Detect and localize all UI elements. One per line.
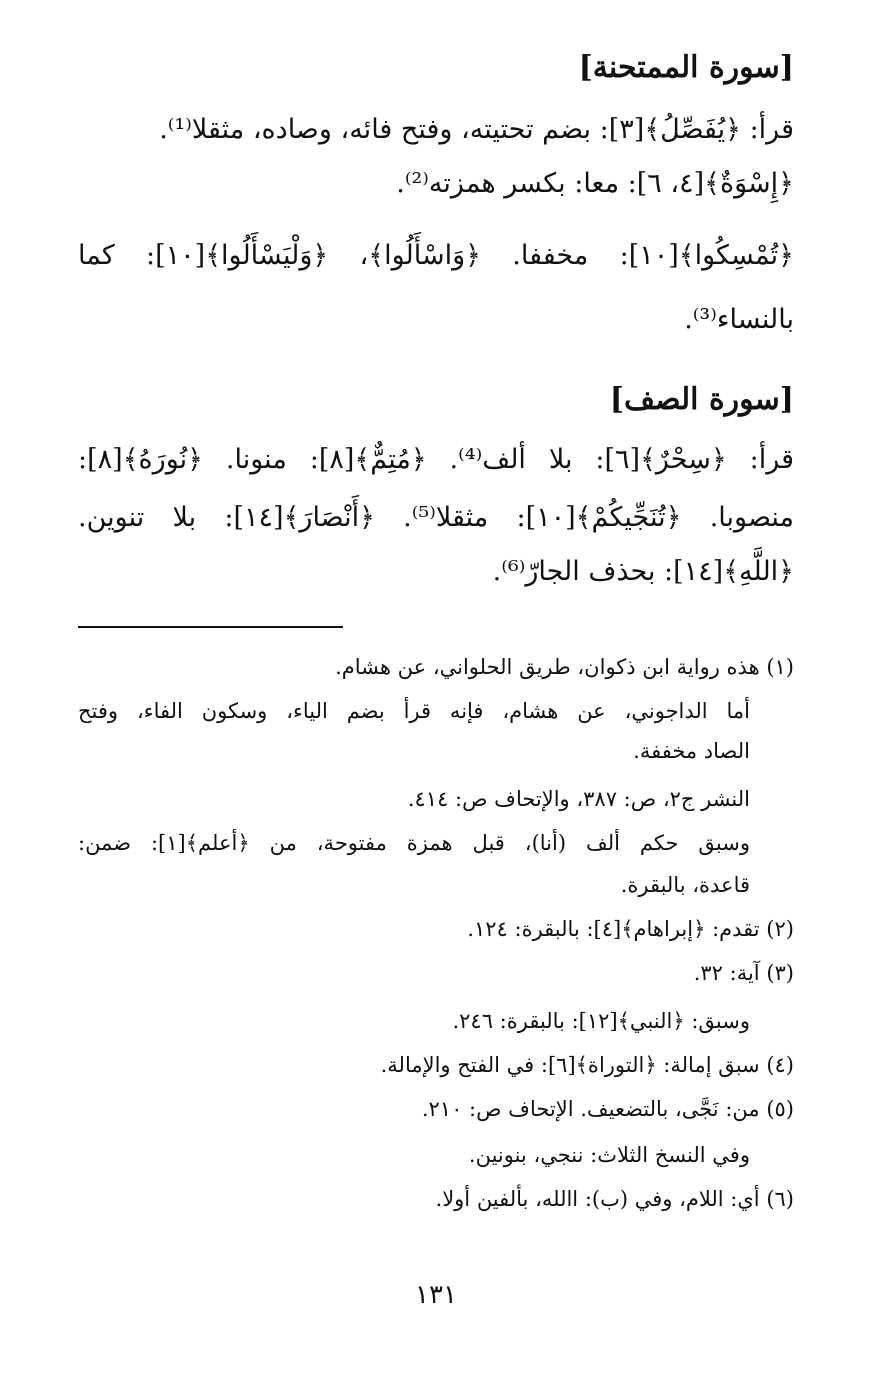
text-line: منصوبا. ﴿تُنَجِّيكُمْ﴾[١٠]: مثقلا⁽⁵⁾. ﴿أَنْصَارَ﴾[١٤]: بلا تنوين. [78, 502, 794, 533]
footnote-line: الصاد مخففة. [633, 739, 750, 763]
footnote-line: وسبق حكم ألف (أنا)، قبل همزة مفتوحة، من ﴿أعلم﴾[١]: ضمن: [78, 831, 751, 855]
text-line: ﴿تُمْسِكُوا﴾[١٠]: مخففا. ﴿وَاسْأَلُوا﴾، ﴿وَلْيَسْأَلُوا﴾[١٠]: كما [78, 240, 794, 271]
footnote-separator [78, 626, 343, 628]
footnote-line: (٦) أي: اللام، وفي (ب): االله، بألفين أولا. [435, 1187, 794, 1211]
footnote-line: (٢) تقدم: ﴿إبراهام﴾[٤]: بالبقرة: ١٢٤. [467, 917, 794, 941]
text-line: ﴿إِسْوَةٌ﴾[٤، ٦]: معا: بكسر همزته⁽²⁾. [396, 168, 794, 199]
section-heading-saff: [سورة الصف] [609, 382, 794, 417]
footnote-line: (٥) من: نَجَّى، بالتضعيف. الإتحاف ص: ٢١٠. [421, 1097, 794, 1121]
footnote-line: النشر ج٢، ص: ٣٨٧، والإتحاف ص: ٤١٤. [407, 787, 750, 811]
footnote-line: أما الداجوني، عن هشام، فإنه قرأ بضم الياء، وسكون الفاء، وفتح [78, 699, 750, 723]
text-line: ﴿اللَّهِ﴾[١٤]: بحذف الجارّ⁽⁶⁾. [492, 556, 794, 587]
page-number: ١٣١ [415, 1280, 457, 1310]
text-line: قرأ: ﴿سِحْرٌ﴾[٦]: بلا ألف⁽⁴⁾. ﴿مُتِمٌّ﴾[٨]: منونا. ﴿نُورَهُ﴾[٨]: [78, 444, 795, 475]
footnote-line: (٣) آية: ٣٢. [693, 961, 794, 985]
footnote-line: وسبق: ﴿النبي﴾[١٢]: بالبقرة: ٢٤٦. [452, 1009, 750, 1033]
footnote-line: وفي النسخ الثلاث: ننجي، بنونين. [468, 1143, 750, 1167]
section-heading-mumtahana: [سورة الممتحنة] [578, 50, 794, 85]
footnote-line: قاعدة، بالبقرة. [620, 873, 750, 897]
text-line: قرأ: ﴿يُفَصِّلُ﴾[٣]: بضم تحتيته، وفتح فائه، وصاده، مثقلا⁽¹⁾. [159, 114, 794, 145]
footnote-line: (١) هذه رواية ابن ذكوان، طريق الحلواني، عن هشام. [335, 655, 794, 679]
footnote-line: (٤) سبق إمالة: ﴿التوراة﴾[٦]: في الفتح والإمالة. [380, 1053, 794, 1077]
text-line: بالنساء⁽³⁾. [684, 304, 794, 335]
book-page [78, 0, 794, 1388]
